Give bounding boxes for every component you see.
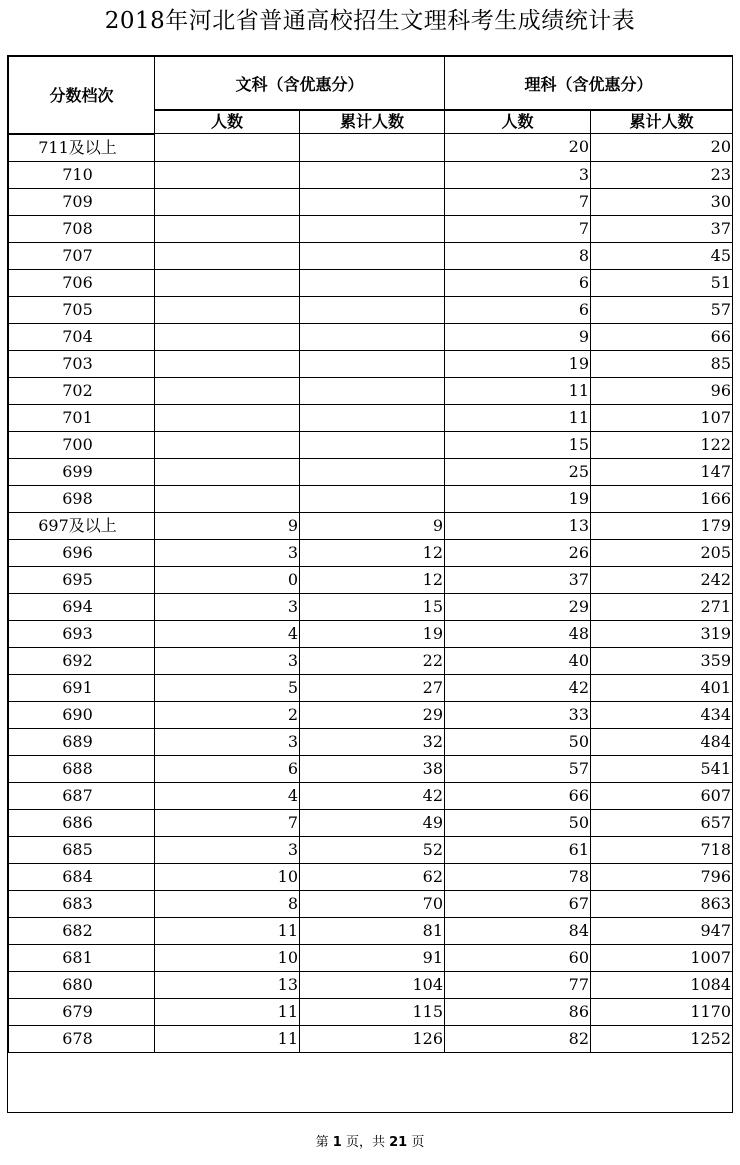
- score-cell: 701: [9, 404, 155, 431]
- science-count-cell: 86: [445, 998, 591, 1025]
- score-cell: 688: [9, 755, 155, 782]
- score-cell: 685: [9, 836, 155, 863]
- liberal-arts-cumulative-cell: 38: [300, 755, 445, 782]
- footer-suffix: 页: [411, 1135, 425, 1150]
- liberal-arts-cumulative-cell: [300, 188, 445, 215]
- table-row: [9, 674, 733, 701]
- score-cell: 704: [9, 323, 155, 350]
- science-count-cell: 84: [445, 917, 591, 944]
- score-cell: 692: [9, 647, 155, 674]
- science-cumulative-cell: 179: [591, 512, 733, 539]
- score-cell: 678: [9, 1025, 155, 1052]
- table-row: [9, 404, 733, 431]
- science-cumulative-cell: 319: [591, 620, 733, 647]
- science-cumulative-header: 累计人数: [591, 110, 733, 134]
- liberal-arts-cumulative-cell: [300, 296, 445, 323]
- liberal-arts-count-cell: 13: [155, 971, 300, 998]
- score-level-header: 分数档次: [9, 57, 155, 134]
- science-cumulative-cell: 45: [591, 242, 733, 269]
- science-cumulative-cell: 541: [591, 755, 733, 782]
- liberal-arts-count-cell: 3: [155, 836, 300, 863]
- science-count-cell: 61: [445, 836, 591, 863]
- liberal-arts-cumulative-cell: 42: [300, 782, 445, 809]
- science-count-cell: 7: [445, 215, 591, 242]
- science-count-cell: 6: [445, 269, 591, 296]
- table-row: [9, 836, 733, 863]
- footer-middle: 页，共: [345, 1135, 385, 1150]
- table-row: [9, 701, 733, 728]
- liberal-arts-count-cell: 9: [155, 512, 300, 539]
- liberal-arts-count-cell: 3: [155, 647, 300, 674]
- table-row: [9, 350, 733, 377]
- score-cell: 693: [9, 620, 155, 647]
- table-row: [9, 593, 733, 620]
- science-count-cell: 60: [445, 944, 591, 971]
- science-count-cell: 7: [445, 188, 591, 215]
- liberal-arts-cumulative-cell: 91: [300, 944, 445, 971]
- science-cumulative-cell: 863: [591, 890, 733, 917]
- score-cell: 694: [9, 593, 155, 620]
- science-cumulative-cell: 1007: [591, 944, 733, 971]
- liberal-arts-cumulative-cell: [300, 269, 445, 296]
- table-row: [9, 566, 733, 593]
- liberal-arts-cumulative-cell: 104: [300, 971, 445, 998]
- score-table: [8, 56, 733, 1053]
- liberal-arts-cumulative-header: 累计人数: [300, 110, 445, 134]
- table-row: [9, 215, 733, 242]
- science-cumulative-cell: 718: [591, 836, 733, 863]
- liberal-arts-cumulative-cell: 12: [300, 539, 445, 566]
- science-cumulative-cell: 66: [591, 323, 733, 350]
- science-cumulative-cell: 20: [591, 134, 733, 162]
- table-row: [9, 512, 733, 539]
- liberal-arts-cumulative-cell: [300, 161, 445, 188]
- table-row: [9, 188, 733, 215]
- liberal-arts-header: 文科（含优惠分）: [155, 57, 445, 111]
- table-row: [9, 863, 733, 890]
- liberal-arts-count-cell: 5: [155, 674, 300, 701]
- score-cell: 684: [9, 863, 155, 890]
- score-cell: 697及以上: [9, 512, 155, 539]
- science-count-cell: 78: [445, 863, 591, 890]
- liberal-arts-cumulative-cell: [300, 377, 445, 404]
- science-cumulative-cell: 484: [591, 728, 733, 755]
- science-count-cell: 82: [445, 1025, 591, 1052]
- liberal-arts-count-cell: [155, 404, 300, 431]
- liberal-arts-count-cell: [155, 323, 300, 350]
- table-row: [9, 944, 733, 971]
- liberal-arts-count-cell: [155, 485, 300, 512]
- science-count-cell: 3: [445, 161, 591, 188]
- score-cell: 708: [9, 215, 155, 242]
- science-count-cell: 40: [445, 647, 591, 674]
- table-row: [9, 242, 733, 269]
- footer-prefix: 第: [315, 1135, 329, 1150]
- science-count-cell: 67: [445, 890, 591, 917]
- score-cell: 707: [9, 242, 155, 269]
- score-cell: 689: [9, 728, 155, 755]
- liberal-arts-cumulative-cell: 15: [300, 593, 445, 620]
- science-count-cell: 9: [445, 323, 591, 350]
- science-count-header: 人数: [445, 110, 591, 134]
- liberal-arts-count-cell: 4: [155, 782, 300, 809]
- table-row: [9, 917, 733, 944]
- table-row: [9, 539, 733, 566]
- liberal-arts-count-cell: [155, 161, 300, 188]
- score-cell: 680: [9, 971, 155, 998]
- liberal-arts-cumulative-cell: 22: [300, 647, 445, 674]
- liberal-arts-count-cell: 11: [155, 998, 300, 1025]
- science-count-cell: 77: [445, 971, 591, 998]
- liberal-arts-count-cell: 4: [155, 620, 300, 647]
- liberal-arts-count-cell: 0: [155, 566, 300, 593]
- liberal-arts-count-cell: [155, 350, 300, 377]
- score-cell: 690: [9, 701, 155, 728]
- score-cell: 679: [9, 998, 155, 1025]
- table-body: [9, 134, 733, 1053]
- science-cumulative-cell: 607: [591, 782, 733, 809]
- science-count-cell: 42: [445, 674, 591, 701]
- liberal-arts-count-cell: [155, 188, 300, 215]
- liberal-arts-cumulative-cell: [300, 350, 445, 377]
- science-cumulative-cell: 30: [591, 188, 733, 215]
- liberal-arts-cumulative-cell: [300, 215, 445, 242]
- science-count-cell: 11: [445, 377, 591, 404]
- liberal-arts-cumulative-cell: 115: [300, 998, 445, 1025]
- liberal-arts-count-cell: [155, 377, 300, 404]
- liberal-arts-cumulative-cell: 19: [300, 620, 445, 647]
- science-cumulative-cell: 107: [591, 404, 733, 431]
- table-row: [9, 458, 733, 485]
- liberal-arts-cumulative-cell: 9: [300, 512, 445, 539]
- liberal-arts-count-cell: 10: [155, 944, 300, 971]
- science-cumulative-cell: 657: [591, 809, 733, 836]
- liberal-arts-cumulative-cell: 70: [300, 890, 445, 917]
- page-footer: [0, 1134, 740, 1152]
- liberal-arts-count-cell: 3: [155, 593, 300, 620]
- score-cell: 709: [9, 188, 155, 215]
- liberal-arts-cumulative-cell: [300, 134, 445, 162]
- liberal-arts-count-cell: 10: [155, 863, 300, 890]
- liberal-arts-count-cell: [155, 296, 300, 323]
- liberal-arts-count-cell: 2: [155, 701, 300, 728]
- science-cumulative-cell: 242: [591, 566, 733, 593]
- liberal-arts-cumulative-cell: 81: [300, 917, 445, 944]
- science-count-cell: 26: [445, 539, 591, 566]
- score-cell: 683: [9, 890, 155, 917]
- science-cumulative-cell: 37: [591, 215, 733, 242]
- liberal-arts-count-cell: [155, 242, 300, 269]
- table-row: [9, 809, 733, 836]
- liberal-arts-count-cell: 3: [155, 728, 300, 755]
- table-row: [9, 269, 733, 296]
- science-count-cell: 48: [445, 620, 591, 647]
- science-cumulative-cell: 1252: [591, 1025, 733, 1052]
- science-cumulative-cell: 57: [591, 296, 733, 323]
- table-row: [9, 323, 733, 350]
- science-count-cell: 29: [445, 593, 591, 620]
- score-cell: 710: [9, 161, 155, 188]
- science-count-cell: 15: [445, 431, 591, 458]
- page-title: 2018年河北省普通高校招生文理科考生成绩统计表: [104, 8, 636, 34]
- liberal-arts-count-cell: 11: [155, 1025, 300, 1052]
- science-cumulative-cell: 51: [591, 269, 733, 296]
- score-cell: 695: [9, 566, 155, 593]
- liberal-arts-count-cell: [155, 269, 300, 296]
- liberal-arts-cumulative-cell: 32: [300, 728, 445, 755]
- liberal-arts-cumulative-cell: [300, 404, 445, 431]
- table-row: [9, 1025, 733, 1052]
- table-row: [9, 134, 733, 162]
- table-row: [9, 971, 733, 998]
- liberal-arts-count-header: 人数: [155, 110, 300, 134]
- table-row: [9, 620, 733, 647]
- table-row: [9, 755, 733, 782]
- science-cumulative-cell: 85: [591, 350, 733, 377]
- liberal-arts-cumulative-cell: 12: [300, 566, 445, 593]
- score-cell: 698: [9, 485, 155, 512]
- science-cumulative-cell: 796: [591, 863, 733, 890]
- liberal-arts-cumulative-cell: 49: [300, 809, 445, 836]
- table-header: [9, 57, 733, 134]
- science-count-cell: 19: [445, 350, 591, 377]
- footer-page-number: 1: [332, 1135, 342, 1150]
- table-row: [9, 890, 733, 917]
- liberal-arts-count-cell: [155, 431, 300, 458]
- liberal-arts-cumulative-cell: [300, 431, 445, 458]
- footer-total-pages: 21: [389, 1135, 408, 1150]
- liberal-arts-cumulative-cell: 27: [300, 674, 445, 701]
- liberal-arts-cumulative-cell: 126: [300, 1025, 445, 1052]
- liberal-arts-cumulative-cell: [300, 323, 445, 350]
- liberal-arts-cumulative-cell: [300, 485, 445, 512]
- table-row: [9, 647, 733, 674]
- score-cell: 711及以上: [9, 134, 155, 162]
- science-count-cell: 50: [445, 728, 591, 755]
- science-cumulative-cell: 359: [591, 647, 733, 674]
- science-count-cell: 33: [445, 701, 591, 728]
- science-cumulative-cell: 96: [591, 377, 733, 404]
- science-cumulative-cell: 1170: [591, 998, 733, 1025]
- score-cell: 691: [9, 674, 155, 701]
- table-row: [9, 296, 733, 323]
- score-cell: 700: [9, 431, 155, 458]
- table-row: [9, 161, 733, 188]
- science-cumulative-cell: 947: [591, 917, 733, 944]
- liberal-arts-count-cell: 11: [155, 917, 300, 944]
- liberal-arts-cumulative-cell: 62: [300, 863, 445, 890]
- science-count-cell: 50: [445, 809, 591, 836]
- score-cell: 703: [9, 350, 155, 377]
- score-cell: 682: [9, 917, 155, 944]
- science-count-cell: 57: [445, 755, 591, 782]
- science-count-cell: 8: [445, 242, 591, 269]
- science-cumulative-cell: 23: [591, 161, 733, 188]
- science-count-cell: 11: [445, 404, 591, 431]
- science-cumulative-cell: 434: [591, 701, 733, 728]
- liberal-arts-count-cell: 6: [155, 755, 300, 782]
- table-row: [9, 377, 733, 404]
- table-row: [9, 431, 733, 458]
- liberal-arts-count-cell: [155, 134, 300, 162]
- score-cell: 687: [9, 782, 155, 809]
- score-cell: 702: [9, 377, 155, 404]
- liberal-arts-count-cell: 7: [155, 809, 300, 836]
- science-cumulative-cell: 147: [591, 458, 733, 485]
- science-count-cell: 37: [445, 566, 591, 593]
- science-cumulative-cell: 166: [591, 485, 733, 512]
- liberal-arts-count-cell: 3: [155, 539, 300, 566]
- score-cell: 699: [9, 458, 155, 485]
- science-header: 理科（含优惠分）: [445, 57, 733, 111]
- liberal-arts-cumulative-cell: 29: [300, 701, 445, 728]
- score-cell: 706: [9, 269, 155, 296]
- score-cell: 686: [9, 809, 155, 836]
- science-count-cell: 13: [445, 512, 591, 539]
- science-count-cell: 6: [445, 296, 591, 323]
- science-count-cell: 25: [445, 458, 591, 485]
- table-row: [9, 485, 733, 512]
- science-count-cell: 19: [445, 485, 591, 512]
- liberal-arts-cumulative-cell: [300, 242, 445, 269]
- science-cumulative-cell: 122: [591, 431, 733, 458]
- table-row: [9, 998, 733, 1025]
- science-count-cell: 20: [445, 134, 591, 162]
- liberal-arts-count-cell: [155, 215, 300, 242]
- liberal-arts-count-cell: 8: [155, 890, 300, 917]
- science-count-cell: 66: [445, 782, 591, 809]
- score-cell: 681: [9, 944, 155, 971]
- table-row: [9, 728, 733, 755]
- table-row: [9, 782, 733, 809]
- liberal-arts-count-cell: [155, 458, 300, 485]
- science-cumulative-cell: 1084: [591, 971, 733, 998]
- liberal-arts-cumulative-cell: 52: [300, 836, 445, 863]
- science-cumulative-cell: 205: [591, 539, 733, 566]
- score-cell: 705: [9, 296, 155, 323]
- score-cell: 696: [9, 539, 155, 566]
- science-cumulative-cell: 271: [591, 593, 733, 620]
- science-cumulative-cell: 401: [591, 674, 733, 701]
- liberal-arts-cumulative-cell: [300, 458, 445, 485]
